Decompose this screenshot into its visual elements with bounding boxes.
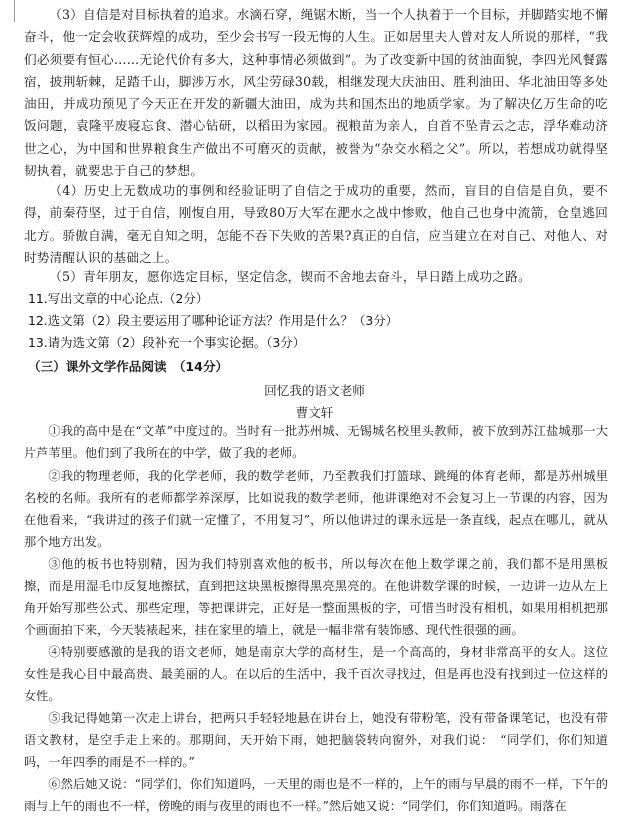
essay-title: 回忆我的语文老师 bbox=[264, 383, 365, 398]
essay-paragraph-4: ④特别要感激的是我的语文老师，她是南京大学的高材生，是一个高高的，身材非常高平的女人。这位女性是我心目中最高贵、最美丽的人。在以后的生活中，我千百次寻找过，但是再也没有找到过一位这样的女性。 bbox=[24, 645, 608, 704]
essay-paragraph-6: ⑥然后她又说：“同学们，你们知道吗，一天里的雨也是不一样的，上午的雨与早晨的雨不一样，下午的雨与上午的雨也不一样，傍晚的雨与夜里的雨也不一样。”然后她又说：“同学们，你们知道吗。雨落在 bbox=[24, 777, 608, 814]
essay-paragraph-5: ⑤我记得她第一次走上讲台，把两只手轻轻地悬在讲台上，她没有带粉笔，没有带备课笔记，也没有带语文教材，是空手走上来的。那期间，天开始下雨，她把脑袋转向窗外，对我们说： “同学们，你们知道吗，一年四季的雨是不一样的。” bbox=[24, 711, 608, 770]
question-12: 12.选文第（2）段主要运用了哪种论证方法？作用是什么？（3分） bbox=[28, 313, 399, 328]
page-margin-line bbox=[14, 0, 15, 22]
paragraph-3: （3）自信是对目标执着的追求。水滴石穿，绳锯木断，当一个人执着于一个目标，并脚踏实地不懈奋斗，他一定会收获辉煌的成功，至少会书写一段无悔的人生。正如居里夫人曾对友人所说的那样，“我们必须要有恒心……无论代价有多大，这种事情必须做到”。为了改变新中国的贫油面貌，李四光风餐露宿，披荆斩棘，足踏千山，脚涉万水，风尘劳碌30载，相继发现大庆油田、胜利油田、华北油田等多处油田，并成功预见了今天正在开发的新疆大油田，成为共和国杰出的地质学家。为了解决亿万生命的吃饭问题，袁隆平废寝忘食、潜心钻研，以稻田为家园。视粮苗为亲人，自首不坠青云之志，浮华难动济世之心，为中国和世界粮食生产做出不可磨灭的贡献，被誉为“杂交水稻之父”。所以，若想成功就得坚韧执着，就要忠于自己的梦想。 bbox=[24, 7, 608, 179]
question-11: 11.写出文章的中心论点.（2分） bbox=[28, 291, 209, 306]
question-13: 13.请为选文第（2）段补充一个事实论据。（3分） bbox=[28, 335, 306, 350]
paragraph-4: （4）历史上无数成功的事例和经验证明了自信之于成功的重要，然而，盲目的自信是自负，要不得，前秦苻坚，过于自信，刚愎自用，导致80万大军在淝水之战中惨败，他自己也身中流箭，仓皇逃回北方。骄傲自满，毫无自知之明，怎能不吞下失败的苦果?真正的自信，应当建立在对自己、对他人、对时势清醒认识的基础之上。 bbox=[24, 183, 608, 265]
section-heading: （三）课外文学作品阅读 （14分） bbox=[28, 359, 229, 374]
paragraph-5: （5）青年朋友，愿你选定目标，坚定信念，锲而不舍地去奋斗，早日踏上成功之路。 bbox=[49, 269, 531, 284]
essay-paragraph-3: ③他的板书也特别精，因为我们特别喜欢他的板书，所以每次在他上数学课之前，我们都不是用黑板擦，而是用湿毛巾反复地擦拭，直到把这块黑板擦得黑亮黑亮的。在他讲数学课的时候，一边讲一边从左上角开始写那些公式、那些定理，等把课讲完，正好是一整面黑板的字，可惜当时没有相机，如果用相机把那个画面拍下来，今天装裱起来，挂在家里的墙上，就是一幅非常有装饰感、现代性很强的画。 bbox=[24, 557, 608, 638]
essay-author: 曹文轩 bbox=[295, 405, 334, 420]
essay-paragraph-1: ①我的高中是在“文革”中度过的。当时有一批苏州城、无锡城名校里头教师，被下放到苏江盐城那一大片芦苇里。他们到了我所在的中学，做了我的老师。 bbox=[24, 424, 608, 461]
essay-paragraph-2: ②我的物理老师，我的化学老师，我的数学老师，乃至教我们打篮球、跳绳的体育老师，都是苏州城里名校的名师。我所有的老师都学养深厚，比如说我的数学老师，他讲课绝对不会复习上一节课的内容，因为在他看来，“我讲过的孩子们就一定懂了，不用复习”，所以他讲过的课永远是一条直线，起点在哪儿，就从那个地方出发。 bbox=[24, 469, 608, 550]
